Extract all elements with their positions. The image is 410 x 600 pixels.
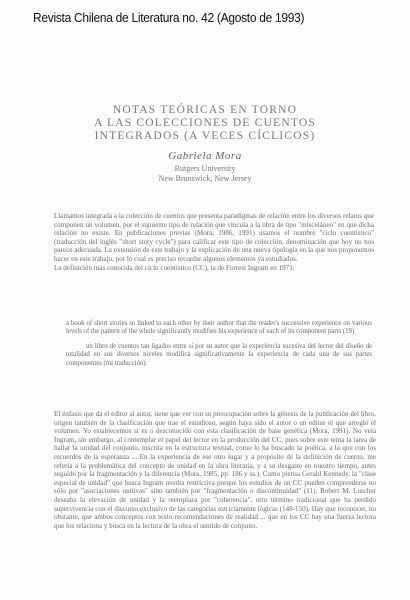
article-title bbox=[0, 104, 410, 143]
paragraph-3: El énfasis que da el editor al autor, tiene que ver con su preocupación sobre la génesis de la publicación del libro, origen también de la clasificación que trae el estudioso, según haya sido el autor o un editor el que arregló el volumen. Yo establecemos si es o desconocido con esta clasificación de base genética (Mora, 1991). No veía Ingram, sin embargo, al contemplar el papel del lector en la producción del CC, pues sobre este tema la tarea de hallar la unidad del conjunto, inscrita en la estructura textual, como lo ha buscado la poética, a la que con los recuerdos de la esperanza ... En la experiencia de ese otro lugar y a propósito de la definición de cuento, me refería a la problemática del concepto de unidad en la obra literaria, y a su desgaste en nuestro tiempo, antes seguido por la fragmentación y la diferencia (Mora, 1985, pp. 186 y ss.). Como piensa Gerald Kennedy, la "clase especial de unidad" que busca Ingram resulta restrictiva porque los estudios de un CC pueden comprenderse no sólo por "asociaciones unitivas" sino también por "fragmentación o discontinuidad" (11). Robert M. Luscher deseaba la elevación de unidad y la reemplaza por "coherencia", otro término tradicional que ha perdido supervivencia con el discurso exclusivo de las categorías estrictamente lógicas (148-150). Hay que reconocer, no obstante, que ambos conceptos con texto recomendaciones de realidad ... que en los CC hay una fuerza lectora que los relaciona y busca en la lectura de la obra el sentido de conjunto. bbox=[54, 410, 376, 530]
author-name: Gabriela Mora bbox=[168, 150, 242, 162]
quote-translation: un libro de cuentos tan ligados entre sí por su autor que la experiencia sucesiva del lector del diseño de totalidad en sus diversos niveles modifica significativamente la experiencia de cada una de sus partes componentes (mi traducción). bbox=[66, 342, 372, 367]
paragraph-1: Llamamos integrada a la colección de cuentos que presenta paradigmas de relación entre los diversos relatos que componen un volumen, por el siguiente tipo de relación que vincula a la obra de tipo "misceláneo" en que dicha relación no existe. En publicaciones previas (Mora, 1986, 1991) usamos el nombre "ciclo cuentístico" (traducción del inglés "short story cycle") para calificar este tipo de colección, denominación que hoy no nos parece adecuada. La extensión de este trabajo y la explicación de una nueva tipología en la que nos proponemos hacer en este trabajo, por lo cual es preciso recordar algunos elementos ya estudiados. bbox=[54, 212, 374, 263]
journal-header: Revista Chilena de Literatura no. 42 (Agosto de 1993) bbox=[33, 10, 305, 25]
title-line-3: INTEGRADOS (A VECES CÍCLICOS) bbox=[94, 130, 316, 142]
body-main bbox=[54, 410, 376, 530]
title-line-1: NOTAS TEÓRICAS EN TORNO bbox=[112, 104, 298, 116]
paragraph-2: La definición más conocida del ciclo cuentístico (CC), la de Forrest Ingram en 1971: bbox=[54, 263, 295, 272]
affiliation-university: Rutgers University bbox=[174, 164, 236, 173]
affiliation-location: New Brunswick, New Jersey bbox=[158, 174, 252, 183]
quote-english: a book of short stories so linked to each other by their author that the reader's successive experience on various levels of the pattern of the whole significantly modifies his experience of each of its component parts (19). bbox=[66, 320, 372, 336]
body-intro bbox=[54, 212, 374, 272]
title-line-2: A LAS COLECCIONES DE CUENTOS bbox=[94, 117, 316, 129]
block-quote bbox=[66, 320, 372, 374]
